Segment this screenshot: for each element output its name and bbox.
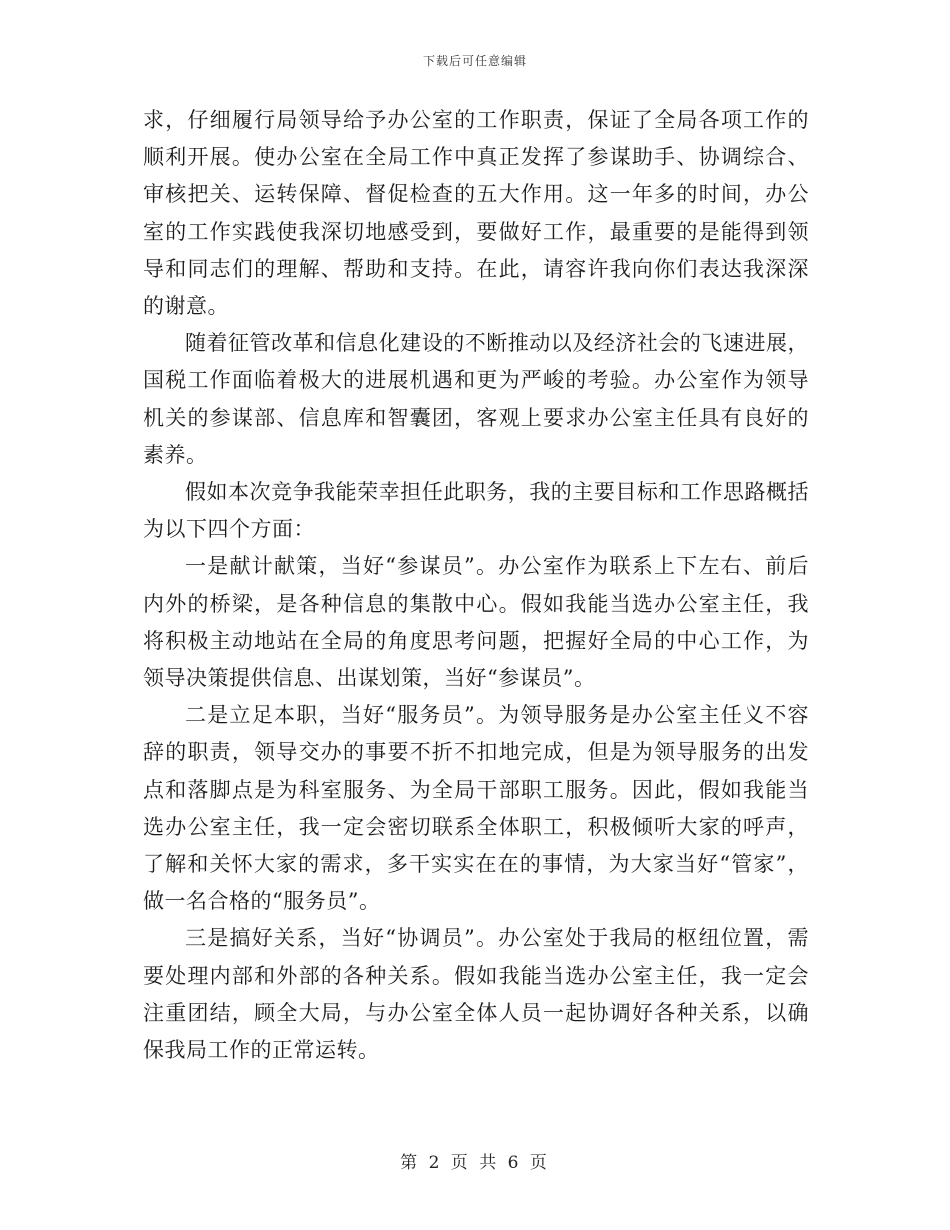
paragraph-point-two: 二是立足本职，当好“服务员”。为领导服务是办公室主任义不容辞的职责，领导交办的事要不折不扣地完成，但是为领导服务的出发点和落脚点是为科室服务、为全局干部职工服务。因此，假如我能当选办公室主任，我一定会密切联系全体职工，积极倾听大家的呼声，了解和关怀大家的需求，多干实实在在的事情，为大家当好“管家”，做一名合格的“服务员”。: [143, 703, 809, 914]
paragraph-context: 随着征管改革和信息化建设的不断推动以及经济社会的飞速进展，国税工作面临着极大的进展机遇和更为严峻的考验。办公室作为领导机关的参谋部、信息库和智囊团，客观上要求办公室主任具有良好的素养。: [143, 331, 809, 467]
page-header: 下载后可任意编辑: [422, 54, 527, 68]
paragraph-continuation: 求，仔细履行局领导给予办公室的工作职责，保证了全局各项工作的顺利开展。使办公室在全局工作中真正发挥了参谋助手、协调综合、审核把关、运转保障、督促检查的五大作用。这一年多的时间，办公室的工作实践使我深切地感受到，要做好工作，最重要的是能得到领导和同志们的理解、帮助和支持。在此，请容许我向你们表达我深深的谢意。: [143, 108, 809, 319]
page-number-footer: 第 2 页 共 6 页: [400, 1153, 550, 1173]
document-body: [143, 102, 809, 1069]
paragraph-point-one: 一是献计献策，当好“参谋员”。办公室作为联系上下左右、前后内外的桥梁，是各种信息的集散中心。假如我能当选办公室主任，我将积极主动地站在全局的角度思考问题，把握好全局的中心工作，为领导决策提供信息、出谋划策，当好“参谋员”。: [143, 554, 809, 691]
paragraph-point-three: 三是搞好关系，当好“协调员”。办公室处于我局的枢纽位置，需要处理内部和外部的各种关系。假如我能当选办公室主任，我一定会注重团结，顾全大局，与办公室全体人员一起协调好各种关系，以确保我局工作的正常运转。: [143, 926, 809, 1063]
paragraph-goals-intro: 假如本次竞争我能荣幸担任此职务，我的主要目标和工作思路概括为以下四个方面：: [143, 480, 809, 542]
